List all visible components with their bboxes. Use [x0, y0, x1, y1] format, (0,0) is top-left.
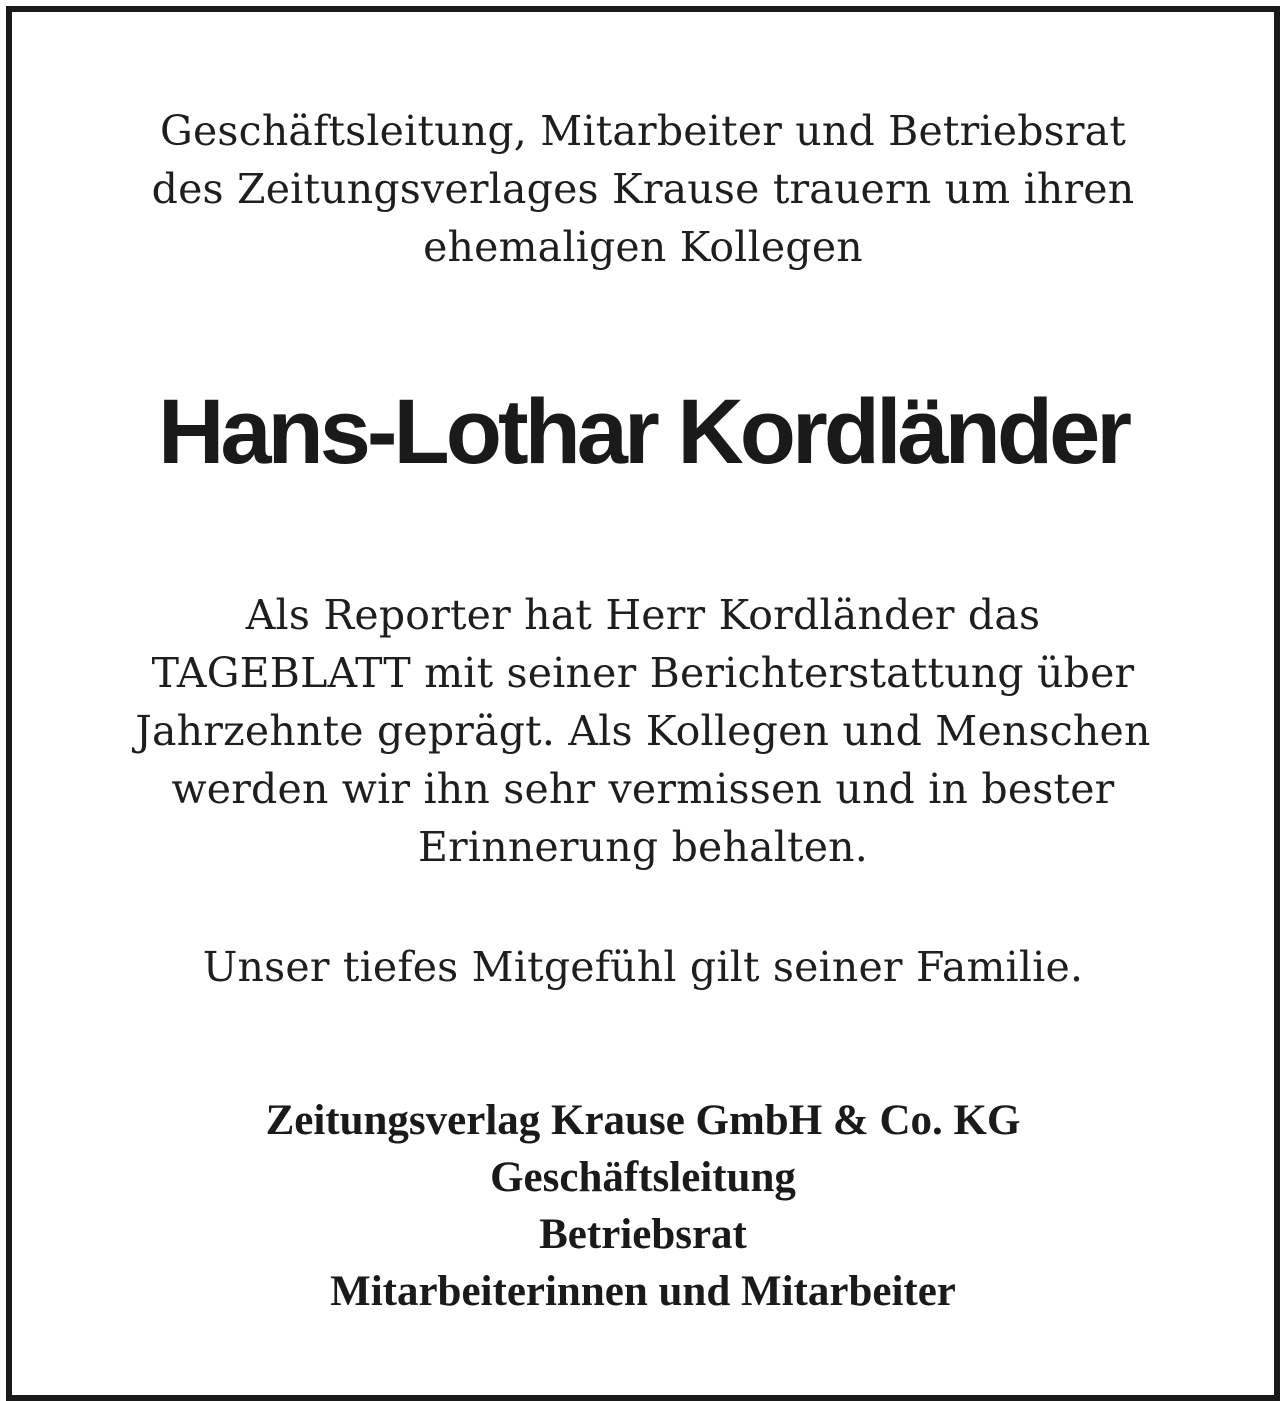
condolence-text — [12, 938, 1274, 996]
signature-staff: Mitarbeiterinnen und Mitarbeiter — [330, 1268, 956, 1315]
tribute-line: Jahrzehnte geprägt. Als Kollegen und Menschen — [135, 707, 1151, 755]
obituary-notice — [6, 6, 1280, 1401]
tribute-text — [12, 586, 1274, 876]
tribute-line: Erinnerung behalten. — [417, 823, 869, 871]
deceased-name: Hans-Lothar Kordländer — [157, 381, 1129, 483]
signature-management: Geschäftsleitung — [490, 1154, 796, 1201]
signature-company: Zeitungsverlag Krause GmbH & Co. KG — [265, 1097, 1021, 1144]
intro-text — [12, 102, 1274, 276]
signature-block — [12, 1092, 1274, 1320]
tribute-line: Als Reporter hat Herr Kordländer das — [245, 591, 1041, 639]
intro-line: ehemaligen Kollegen — [423, 223, 863, 271]
intro-line: des Zeitungsverlages Krause trauern um ihren — [151, 165, 1135, 213]
tribute-line: werden wir ihn sehr vermissen und in bester — [171, 765, 1115, 813]
condolence-line: Unser tiefes Mitgefühl gilt seiner Familie. — [202, 943, 1084, 991]
signature-works-council: Betriebsrat — [539, 1211, 747, 1258]
tribute-line: TAGEBLATT mit seiner Berichterstattung über — [151, 649, 1135, 697]
intro-line: Geschäftsleitung, Mitarbeiter und Betriebsrat — [160, 107, 1126, 155]
